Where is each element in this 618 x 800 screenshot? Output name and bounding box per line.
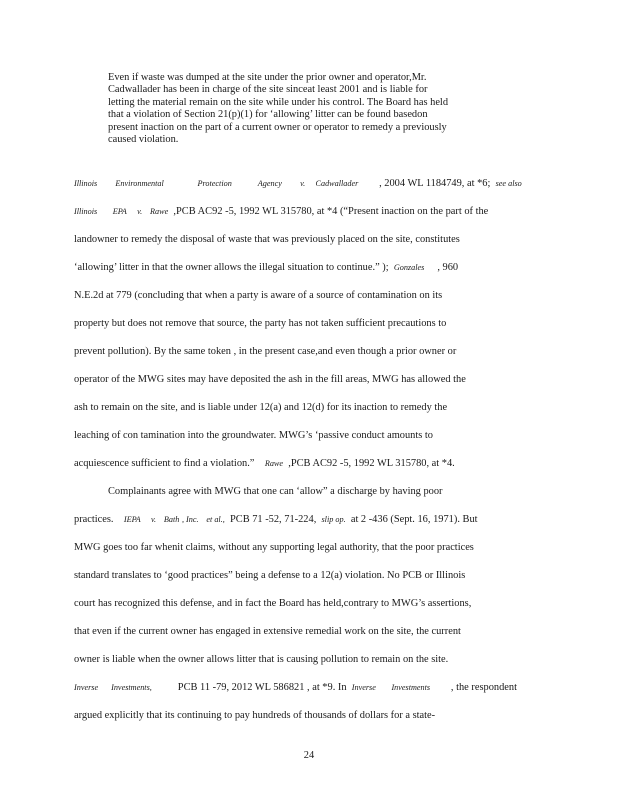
quote-line: Even if waste was dumped at the site under the prior owner and operator,Mr. [108,72,427,83]
body-text [74,178,540,738]
body-line: operator of the MWG sites may have deposited the ash in the fill areas, MWG has allowed the [74,374,466,385]
body-line: argued explicitly that its continuing to pay hundreds of thousands of dollars for a state- [74,710,436,721]
citation-italic: Agency [257,179,282,188]
body-line [74,514,540,542]
citation-text: ,PCB AC92 -5, 1992 WL 315780, at *4 (“Present inaction on the part of the [173,206,489,217]
citation-italic: et al., [206,515,225,524]
citation-italic: Gonzales [393,263,425,272]
quote-line: present inaction on the part of a current owner or operator to remedy a previously [108,121,447,133]
citation-text: PCB 11 -79, 2012 WL 586821 , at *9. In [177,682,347,693]
citation-italic: slip op. [321,515,346,524]
body-line [74,206,540,234]
body-line [74,682,540,710]
body-text-run: acquiescence sufficient to find a violation.” [74,458,255,469]
body-line: ash to remain on the site, and is liable under 12(a) and 12(d) for its inaction to remedy the [74,402,448,413]
quote-line: caused violation. [108,134,179,146]
citation-italic: EPA [112,207,127,216]
citation-italic: Inverse [74,683,99,692]
citation-text: , the respondent [450,682,517,693]
page-number: 24 [303,750,315,761]
body-line: landowner to remedy the disposal of waste that was previously placed on the site, constitutes [74,234,460,245]
body-line: prevent pollution). By the same token , in the present case,and even though a prior owner or [74,346,457,357]
citation-italic: IEPA [123,515,141,524]
body-line: court has recognized this defense, and in fact the Board has held,contrary to MWG’s assertions, [74,598,472,609]
citation-italic: v. [137,207,143,216]
body-text-run: , 960 [437,262,459,273]
quote-line: that a violation of Section 21(p)(1) for ‘allowing’ litter can be found basedon [108,109,428,121]
body-line: leaching of con tamination into the groundwater. MWG’s ‘passive conduct amounts to [74,430,433,441]
citation-italic: Cadwallader [315,179,359,188]
citation-italic: Environmental [115,179,164,188]
citation-italic: Bath [163,515,180,524]
body-text-run: PCB 71 -52, 71-224, [229,514,317,525]
citation-italic: Illinois [74,207,98,216]
body-line: owner is liable when the owner allows litter that is causing pollution to remain on the site. [74,654,449,665]
citation-italic: Illinois [74,179,98,188]
body-text-run: ,PCB AC92 -5, 1992 WL 315780, at *4. [288,458,455,469]
citation-italic: Investments, [111,683,152,692]
body-line [74,458,540,486]
citation-italic: Inverse [351,683,376,692]
body-text-run: practices. [74,514,114,525]
body-line: MWG goes too far whenit claims, without any supporting legal authority, that the poor practices [74,542,474,553]
citation-italic: Rawe [264,459,284,468]
citation-italic: Investments [391,683,431,692]
body-line [74,262,540,290]
body-line: that even if the current owner has engaged in extensive remedial work on the site, the current [74,626,461,637]
citation-italic: v. [300,179,306,188]
citation-text: , 2004 WL 1184749, at *6; [379,178,491,189]
body-text-run: at 2 -436 (Sept. 16, 1971). But [350,514,478,525]
block-quote [108,72,508,146]
citation-italic: see also [495,179,522,188]
citation-italic: v. [151,515,157,524]
body-text-run: ‘allowing’ litter in that the owner allows the illegal situation to continue.” ); [74,262,389,273]
quote-line: Cadwallader has been in charge of the site sinceat least 2001 and is liable for [108,84,428,96]
quote-line: letting the material remain on the site while under his control. The Board has held [108,96,449,108]
citation-italic: Protection [197,179,232,188]
body-line: Complainants agree with MWG that one can ‘allow” a discharge by having poor [108,486,443,497]
body-line: standard translates to ‘good practices” being a defense to a 12(a) violation. No PCB or Illinois [74,570,466,581]
body-line: N.E.2d at 779 (concluding that when a party is aware of a source of contamination on its [74,290,443,301]
body-line: property but does not remove that source, the party has not taken sufficient precautions to [74,318,447,329]
body-line [74,178,540,206]
citation-italic: Rawe [150,207,169,216]
citation-italic: , Inc. [181,515,199,524]
